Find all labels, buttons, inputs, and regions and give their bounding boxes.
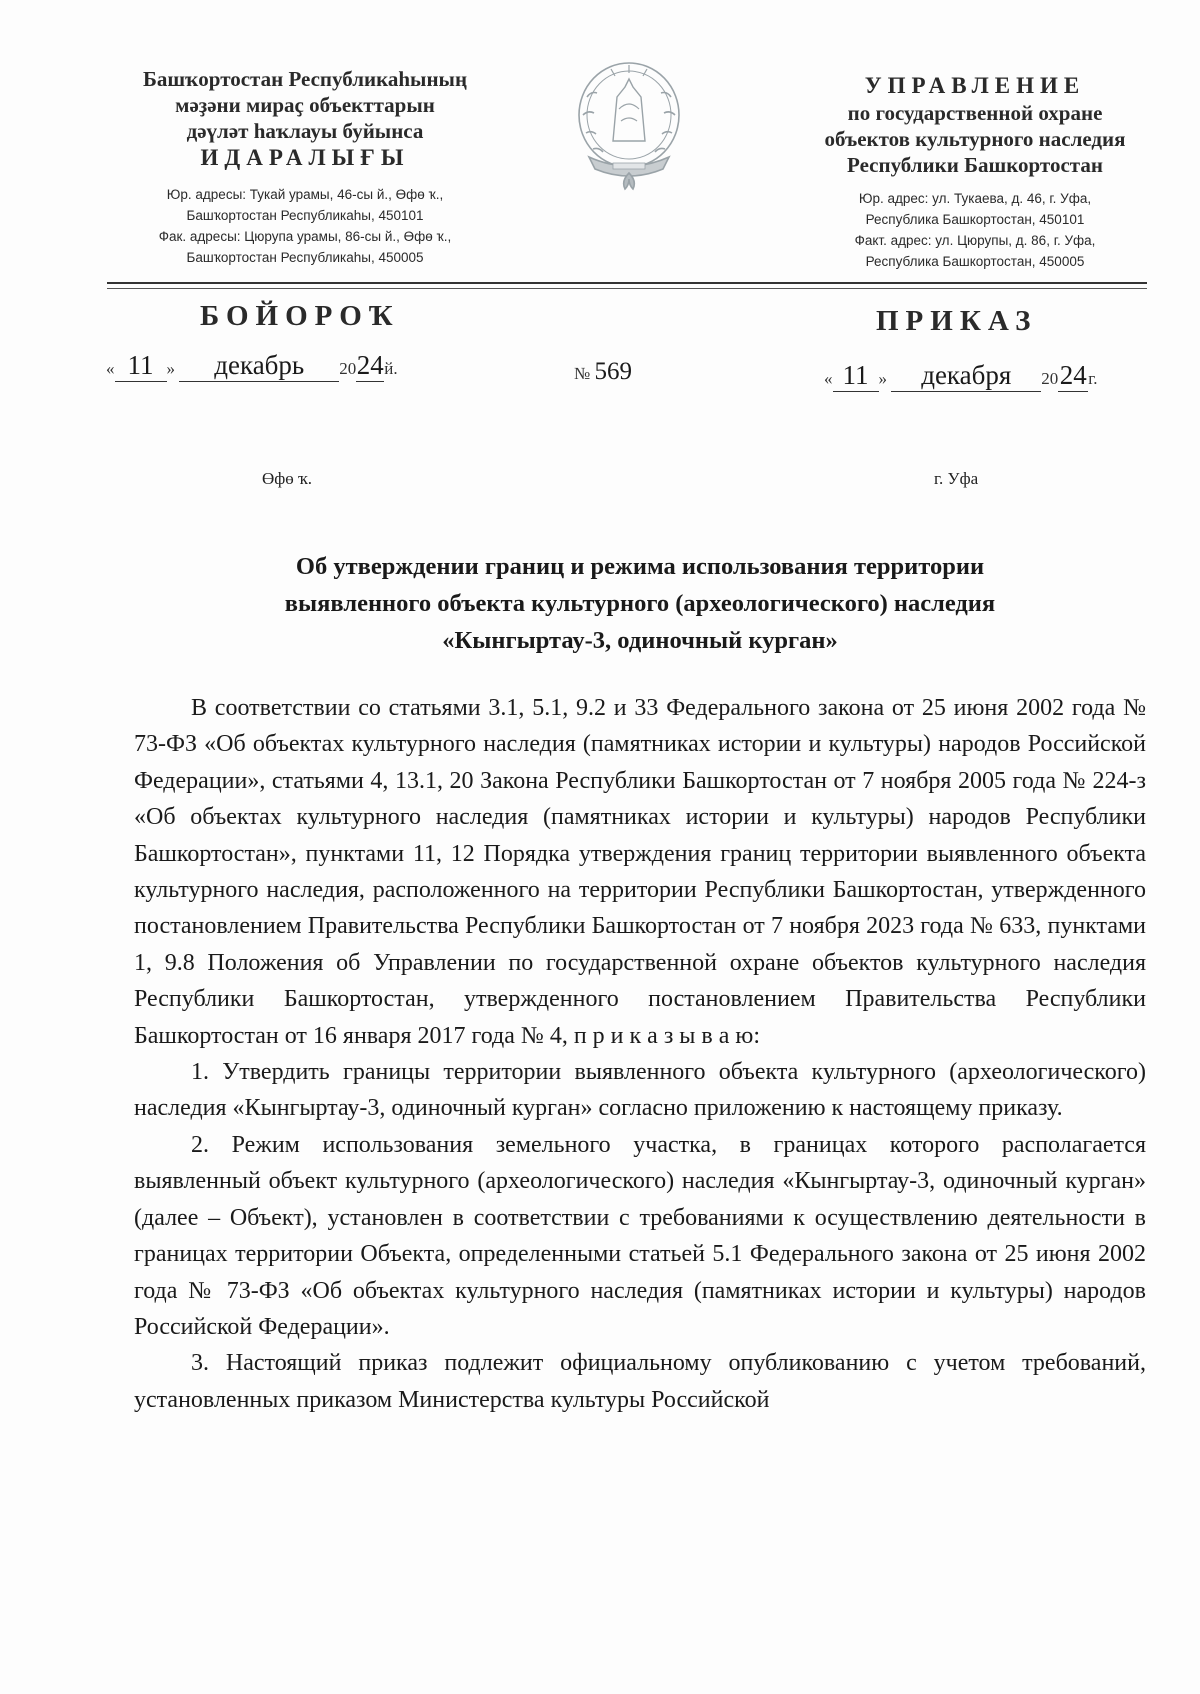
doc-type-russian: ПРИКАЗ xyxy=(876,305,1038,337)
header-separator-thin xyxy=(107,288,1147,289)
document-title-line-3: «Кынгыртау-3, одиночный курган» xyxy=(442,627,838,654)
date-russian-month: декабря xyxy=(921,360,1012,390)
date-bashkir-year-unit: й. xyxy=(384,359,398,378)
date-bashkir-month: декабрь xyxy=(214,350,305,380)
address-russian xyxy=(780,188,1170,272)
org-name-russian-line-1: УПРАВЛЕНИЕ xyxy=(864,73,1086,98)
date-bashkir-year-suffix: 24 xyxy=(356,350,384,380)
org-name-bashkir-line-1: Башҡортостан Республикаһының xyxy=(142,67,468,91)
date-bashkir xyxy=(106,350,426,382)
document-title xyxy=(120,548,1160,659)
org-name-bashkir-line-3: дәүләт һаҡлауы буйынса xyxy=(186,119,424,143)
org-name-bashkir-line-2: мәҙәни мираҫ объекттарын xyxy=(175,93,435,117)
date-russian-year-unit: г. xyxy=(1088,369,1098,388)
body-paragraph-item-3: 3. Настоящий приказ подлежит официальному опубликованию с учетом требований, установленных приказом Министерства культуры Российской xyxy=(134,1350,1146,1413)
header-separator-thick xyxy=(107,282,1147,284)
document-title-line-1: Об утверждении границ и режима использования территории xyxy=(295,553,985,580)
header-left-block xyxy=(110,66,500,268)
date-bashkir-open-quote: « xyxy=(106,359,115,378)
order-number-sign: № xyxy=(574,364,591,383)
date-bashkir-close-quote: » xyxy=(166,359,175,378)
address-russian-line-1: Юр. адрес: ул. Тукаева, д. 46, г. Уфа, xyxy=(858,191,1092,206)
address-russian-line-3: Факт. адрес: ул. Цюрупы, д. 86, г. Уфа, xyxy=(854,233,1096,248)
body-paragraph-preamble: В соответствии со статьями 3.1, 5.1, 9.2 и 33 Федерального закона от 25 июня 2002 года № 73-ФЗ «Об объектах культурного наследия (памятниках истории и культуры) народов Российской Федерации», статьями 4, 13.1, 20 Закона Республики Башкортостан от 7 ноября 2005 года № 224-з «Об объектах культурного наследия (памятниках истории и культуры) народов Республики Башкортостан», пунктами 11, 12 Порядка утверждения границ территории выявленного объекта культурного наследия, расположенного на территории Республики Башкортостан, утвержденного постановлением Правительства Республики Башкортостан от 7 ноября 2023 года № 633, пунктами 1, 9.8 Положения об Управлении по государственной охране объектов культурного наследия Республики Башкортостан, утвержденного постановлением Правительства Республики Башкортостан от 16 января 2017 года № 4, п р и к а з ы в а ю: xyxy=(134,695,1146,1049)
date-russian xyxy=(824,360,1154,392)
bashkortostan-coat-of-arms-icon xyxy=(573,57,685,197)
body-paragraph-item-2: 2. Режим использования земельного участка, в границах которого располагается выявленный объект культурного (археологического) наследия «Кынгыртау-3, одиночный курган» (далее – Объект), установлен в соответствии с требованиями к осуществлению деятельности в границах территории Объекта, определенными статьей 5.1 Федерального закона от 25 июня 2002 года № 73-ФЗ «Об объектах культурного наследия (памятниках истории и культуры) народов Российской Федерации». xyxy=(134,1131,1146,1340)
order-number-value: 569 xyxy=(594,358,632,385)
date-bashkir-year-prefix: 20 xyxy=(339,359,357,378)
address-russian-line-2: Республика Башкортостан, 450101 xyxy=(865,212,1085,227)
order-number xyxy=(574,358,632,386)
address-bashkir-line-1: Юр. адресы: Тукай урамы, 46-сы й., Өфө ҡ., xyxy=(166,187,444,202)
document-body xyxy=(134,690,1146,1418)
date-bashkir-day: 11 xyxy=(127,350,154,380)
address-russian-line-4: Республика Башкортостан, 450005 xyxy=(865,254,1085,269)
org-name-russian-line-2: по государственной охране xyxy=(847,101,1103,125)
document-title-line-2: выявленного объекта культурного (археологического) наследия xyxy=(284,590,996,617)
date-russian-open-quote: « xyxy=(824,369,833,388)
city-russian: г. Уфа xyxy=(934,469,979,488)
body-paragraph-item-1: 1. Утвердить границы территории выявленного объекта культурного (археологического) наследия «Кынгыртау-3, одиночный курган» согласно приложению к настоящему приказу. xyxy=(134,1059,1146,1122)
date-russian-day: 11 xyxy=(842,360,869,390)
address-bashkir-line-3: Фак. адресы: Цюрупа урамы, 86-сы й., Өфө ҡ., xyxy=(158,229,452,244)
address-bashkir-line-4: Башҡортостан Республикаһы, 450005 xyxy=(186,250,424,265)
address-bashkir-line-2: Башҡортостан Республикаһы, 450101 xyxy=(186,208,424,223)
address-bashkir xyxy=(110,184,500,268)
date-russian-close-quote: » xyxy=(878,369,887,388)
date-russian-year-suffix: 24 xyxy=(1059,360,1087,390)
org-name-russian-line-3: объектов культурного наследия xyxy=(824,127,1126,151)
city-bashkir: Өфө ҡ. xyxy=(262,469,313,488)
doc-type-bashkir: БОЙОРОҠ xyxy=(200,300,400,332)
date-russian-year-prefix: 20 xyxy=(1041,369,1059,388)
header-right-block xyxy=(780,72,1170,272)
org-name-russian-line-4: Республики Башкортостан xyxy=(847,153,1103,177)
org-name-bashkir-line-4: ИДАРАЛЫҒЫ xyxy=(200,145,410,170)
